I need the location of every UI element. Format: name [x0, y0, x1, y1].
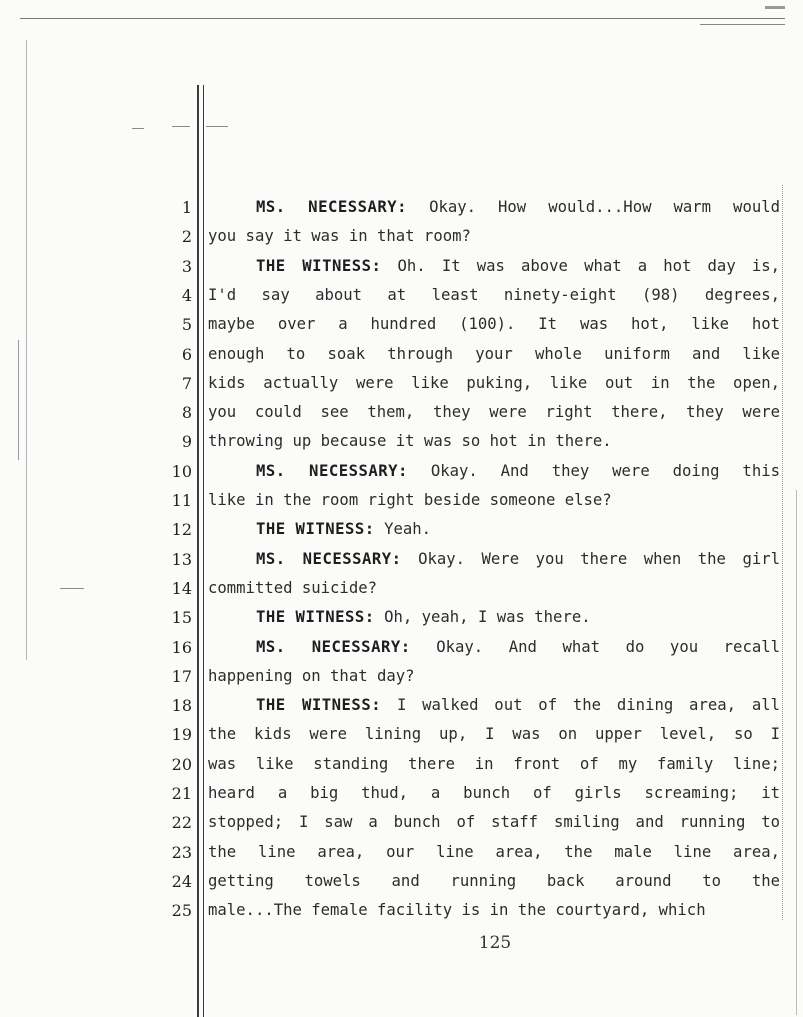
testimony-text: committed suicide? — [208, 578, 377, 597]
transcript-line — [150, 486, 790, 515]
testimony-text: throwing up because it was so hot in there. — [208, 432, 612, 451]
line-number: 20 — [171, 754, 192, 774]
transcript-line — [150, 398, 790, 427]
scan-artifact-top-rule — [700, 24, 785, 25]
testimony-text: Yeah. — [384, 520, 432, 539]
testimony-text: like in the room right beside someone else? — [208, 491, 612, 509]
line-number: 15 — [171, 608, 192, 628]
testimony-text: happening on that day? — [208, 666, 415, 685]
line-text — [256, 633, 780, 662]
line-number: 1 — [181, 198, 192, 217]
testimony-text: Oh, yeah, I was there. — [384, 608, 591, 627]
transcript-line — [150, 896, 790, 925]
testimony-text: I walked out of the dining area, all — [396, 696, 780, 715]
transcript-line — [150, 867, 790, 896]
line-number: 22 — [171, 813, 192, 833]
testimony-text: the kids were lining up, I was on upper level, so I — [208, 725, 780, 744]
line-text — [208, 896, 780, 925]
speaker-label: MS. NECESSARY: — [256, 549, 402, 568]
line-number: 12 — [171, 520, 192, 540]
testimony-text: maybe over a hundred (100). It was hot, like hot — [208, 315, 780, 334]
testimony-text: Okay. And they were doing this — [430, 461, 780, 480]
line-text — [208, 486, 780, 515]
line-number: 10 — [171, 461, 192, 481]
line-text — [256, 252, 780, 281]
testimony-text: kids actually were like puking, like out in the open, — [208, 373, 780, 392]
speaker-label: MS. NECESSARY: — [256, 198, 408, 216]
transcript-line — [150, 662, 790, 691]
line-number: 4 — [181, 285, 192, 305]
testimony-text: you say it was in that room? — [208, 227, 471, 246]
line-text — [208, 750, 780, 779]
scan-artifact-right-edge — [796, 490, 797, 1015]
testimony-text: I'd say about at least ninety-eight (98) degrees, — [208, 285, 780, 304]
line-text — [208, 310, 780, 339]
transcript-line — [150, 427, 790, 456]
line-number: 23 — [171, 842, 192, 862]
transcript-line — [150, 574, 790, 603]
testimony-text: Oh. It was above what a hot day is, — [397, 256, 780, 275]
line-text — [208, 574, 780, 603]
transcript-line — [150, 515, 790, 544]
speaker-label: THE WITNESS: — [256, 608, 375, 627]
transcript-line — [150, 369, 790, 398]
line-text — [208, 281, 780, 310]
line-text — [208, 369, 780, 398]
line-text — [256, 515, 780, 544]
speaker-label: THE WITNESS: — [256, 696, 382, 715]
line-text — [256, 545, 780, 574]
transcript-line — [150, 838, 790, 867]
testimony-text: the line area, our line area, the male line area, — [208, 842, 780, 861]
line-text — [256, 457, 780, 486]
testimony-text: getting towels and running back around to the — [208, 871, 780, 890]
scan-artifact-margin-mark — [132, 128, 144, 129]
transcript-line — [150, 808, 790, 837]
line-number: 16 — [171, 637, 192, 657]
testimony-text: Okay. How would...How warm would — [429, 198, 780, 216]
line-number: 19 — [171, 725, 192, 745]
line-number: 21 — [171, 784, 192, 803]
transcript-line — [150, 281, 790, 310]
transcript-line — [150, 720, 790, 749]
scan-artifact-left-edge — [18, 340, 19, 460]
speaker-label: THE WITNESS: — [256, 256, 382, 275]
testimony-text: Okay. And what do you recall — [436, 637, 780, 656]
line-number: 14 — [171, 578, 192, 598]
line-text — [208, 720, 780, 749]
testimony-text: stopped; I saw a bunch of staff smiling and running to — [208, 813, 780, 832]
line-number: 6 — [181, 344, 192, 364]
line-number: 13 — [171, 549, 192, 569]
testimony-text: was like standing there in front of my family line; — [208, 754, 780, 773]
line-number: 8 — [181, 403, 192, 423]
line-text — [208, 222, 780, 251]
page-number: 125 — [478, 933, 512, 953]
line-text — [256, 193, 780, 222]
transcript-line — [150, 750, 790, 779]
line-number: 17 — [171, 666, 192, 686]
scan-artifact-margin-mark — [172, 126, 190, 127]
testimony-text: enough to soak through your whole uniform and like — [208, 344, 780, 363]
transcript-line — [150, 779, 790, 808]
transcript-line — [150, 222, 790, 251]
transcript-line — [150, 633, 790, 662]
line-number: 2 — [181, 227, 192, 247]
testimony-text: male...The female facility is in the courtyard, which — [208, 901, 706, 920]
line-text — [208, 838, 780, 867]
line-number: 9 — [181, 432, 192, 452]
line-number: 11 — [171, 491, 192, 510]
transcript-line — [150, 545, 790, 574]
line-text — [208, 398, 780, 427]
line-number: 18 — [171, 696, 192, 716]
line-number: 3 — [181, 256, 192, 276]
line-text — [208, 427, 780, 456]
scan-artifact-top-rule — [20, 18, 785, 19]
speaker-label: MS. NECESSARY: — [256, 637, 411, 656]
testimony-text: you could see them, they were right there, they were — [208, 403, 780, 422]
line-text — [208, 779, 780, 808]
line-text — [208, 808, 780, 837]
transcript-line — [150, 340, 790, 369]
line-text — [256, 603, 780, 632]
transcript-line — [150, 310, 790, 339]
transcript-line — [150, 193, 790, 222]
speaker-label: MS. NECESSARY: — [256, 461, 408, 480]
line-number: 25 — [171, 901, 192, 921]
scan-artifact-speck — [765, 6, 785, 9]
line-text — [208, 867, 780, 896]
transcript-line — [150, 252, 790, 281]
testimony-text: heard a big thud, a bunch of girls screaming; it — [208, 784, 780, 802]
transcript-line — [150, 457, 790, 486]
speaker-label: THE WITNESS: — [256, 520, 375, 539]
line-text — [208, 340, 780, 369]
line-number: 7 — [181, 373, 192, 393]
transcript-line — [150, 603, 790, 632]
scan-artifact-margin-mark — [206, 126, 228, 127]
transcript-line — [150, 691, 790, 720]
line-number: 24 — [171, 871, 192, 891]
scan-artifact-margin-mark — [60, 588, 84, 589]
line-text — [208, 662, 780, 691]
scan-artifact-left-edge — [26, 40, 27, 660]
line-number: 5 — [181, 315, 192, 335]
line-text — [256, 691, 780, 720]
testimony-text: Okay. Were you there when the girl — [418, 549, 781, 568]
